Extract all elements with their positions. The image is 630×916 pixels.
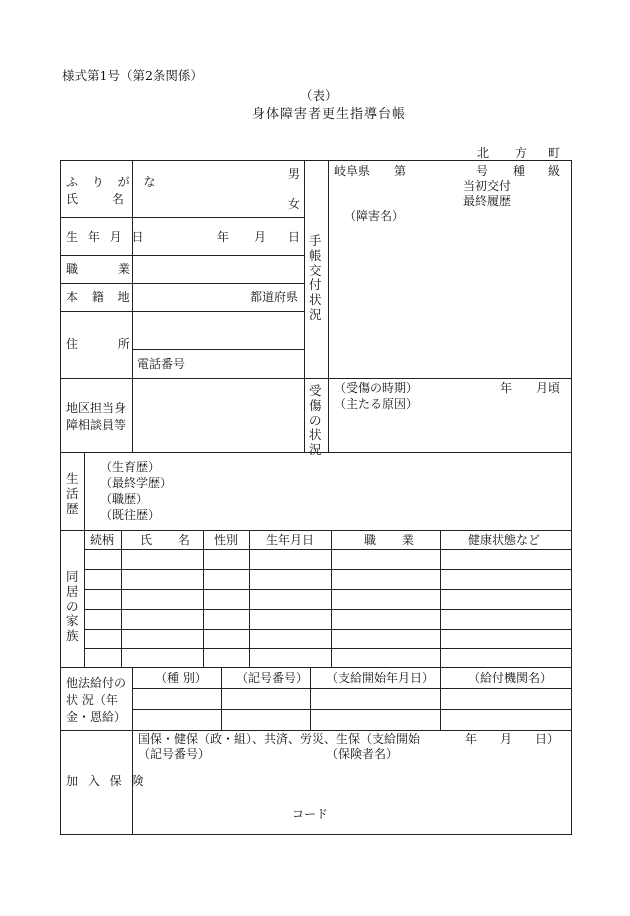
life-history-education: （最終学歴）	[100, 476, 173, 490]
family-row-line	[84, 589, 572, 590]
divider	[440, 530, 441, 667]
injury-time-label: （受傷の時期）	[334, 381, 419, 395]
divider	[60, 255, 304, 256]
gender-female: 女	[288, 197, 301, 211]
form-number: 様式第1号（第2条関係）	[62, 68, 203, 83]
family-row-line	[84, 569, 572, 570]
prefecture-label: 都道府県	[250, 290, 299, 304]
name-label: 氏 名	[66, 192, 124, 206]
injury-cause-label: （主たる原因）	[334, 397, 419, 411]
town-char-2: 方	[515, 146, 528, 160]
insurance-code: コード	[292, 807, 329, 821]
birth-day: 日	[288, 230, 301, 244]
handbook-prefecture: 岐阜県	[334, 164, 371, 178]
benefits-label-line3: 金・恩給）	[66, 710, 127, 724]
address-label: 住 所	[66, 337, 130, 351]
benefits-header-agency: （給付機関名）	[468, 671, 553, 685]
life-history-medical: （既往歴）	[100, 508, 161, 522]
gender-male: 男	[288, 167, 301, 181]
divider	[60, 283, 304, 284]
divider	[60, 311, 304, 312]
furigana-label: ふ り が な	[66, 175, 161, 189]
divider	[60, 730, 572, 731]
life-history-upbringing: （生育歴）	[100, 460, 161, 474]
insurance-label: 加 入 保 険	[66, 774, 147, 788]
life-history-career: （職歴）	[100, 492, 149, 506]
handbook-first-issue: 当初交付	[463, 179, 512, 193]
divider	[440, 667, 441, 730]
divider	[310, 667, 311, 730]
occupation-label: 職 業	[66, 262, 130, 276]
insurance-insurer-name: （保険者名）	[326, 747, 399, 761]
family-row-line	[84, 549, 572, 550]
birth-year: 年	[217, 230, 230, 244]
handbook-status-label: 手 帳 交 付 状 況	[309, 233, 322, 322]
insurance-symbol-number: （記号番号）	[138, 747, 211, 761]
birthdate-label: 生 年 月 日	[66, 230, 147, 244]
life-history-label: 生 活 歴	[66, 471, 79, 516]
staff-label-line2: 障相談員等	[66, 418, 127, 432]
divider	[60, 378, 572, 379]
domicile-label: 本 籍 地	[66, 290, 135, 304]
injury-status-label: 受 傷 の 状 況	[309, 383, 322, 457]
insurance-types: 国保・健保（政・組）、共済、労災、生保（支給開始	[138, 732, 421, 746]
benefits-label-line1: 他法給付の	[66, 676, 127, 690]
divider	[328, 160, 329, 452]
benefits-header-type: （種 別）	[155, 671, 207, 685]
family-row-line	[84, 648, 572, 649]
divider	[221, 667, 222, 730]
benefits-row-line	[132, 709, 572, 710]
town-char-1: 北	[477, 146, 490, 160]
handbook-last-history: 最終履歴	[463, 194, 512, 208]
family-header-birthdate: 生年月日	[266, 533, 315, 547]
insurance-year: 年	[465, 732, 478, 746]
family-header-name: 氏 名	[140, 533, 190, 547]
insurance-month: 月	[500, 732, 513, 746]
family-header-relation: 続柄	[90, 533, 115, 547]
birth-month: 月	[254, 230, 267, 244]
injury-month-about: 月頃	[536, 381, 561, 395]
family-header-sex: 性別	[214, 533, 239, 547]
injury-year: 年	[500, 381, 513, 395]
family-row-line	[84, 609, 572, 610]
town-char-3: 町	[548, 146, 561, 160]
divider	[249, 530, 250, 667]
handbook-disability-name: （障害名）	[344, 209, 405, 223]
divider	[84, 452, 85, 667]
handbook-dai: 第	[394, 164, 407, 178]
divider	[304, 160, 305, 452]
family-header-health: 健康状態など	[468, 533, 541, 547]
divider	[60, 530, 572, 531]
benefits-row-line	[132, 688, 572, 689]
divider	[60, 667, 572, 668]
divider	[331, 530, 332, 667]
family-label: 同 居 の 家 族	[66, 569, 79, 643]
handbook-type: 種	[513, 164, 526, 178]
phone-label: 電話番号	[137, 357, 186, 371]
benefits-label-line2: 状 況（年	[66, 693, 118, 707]
handbook-go: 号	[476, 164, 489, 178]
divider	[132, 349, 304, 350]
divider	[203, 530, 204, 667]
family-header-occupation: 職 業	[364, 533, 414, 547]
family-row-line	[84, 629, 572, 630]
benefits-header-start-date: （支給開始年月日）	[326, 671, 435, 685]
handbook-grade: 級	[548, 164, 561, 178]
benefits-header-symbol: （記号番号）	[236, 671, 309, 685]
divider	[132, 667, 133, 835]
divider	[132, 160, 133, 452]
divider	[121, 530, 122, 667]
staff-label-line1: 地区担当身	[66, 401, 127, 415]
form-title: 身体障害者更生指導台帳	[252, 107, 407, 122]
insurance-day: 日）	[535, 732, 560, 746]
form-side-label: （表）	[300, 88, 338, 103]
divider	[60, 217, 304, 218]
